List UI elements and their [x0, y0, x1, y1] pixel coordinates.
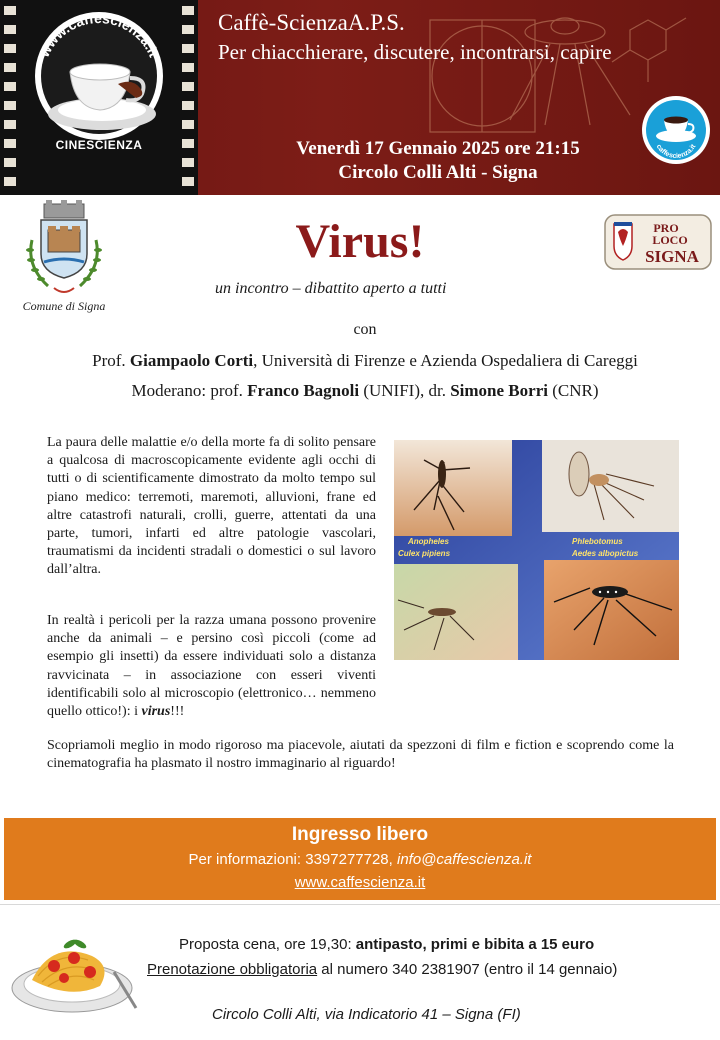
speaker-affiliation: , Università di Firenze e Azienda Ospedaliera di Careggi: [253, 351, 638, 370]
dinner-menu-price: antipasto, primi e bibita a 15 euro: [355, 936, 595, 953]
proloco-signa: SIGNA: [645, 247, 699, 266]
film-sprockets-left: [4, 6, 16, 189]
virus-emphasis: virus: [141, 704, 171, 720]
dinner-offer: [179, 936, 594, 953]
dangers-text: In realtà i pericoli per la razza umana possono provenire anche da animali – e persino così piccoli (come ad esempio gli insetti) da essere individuati solo a distanza ravvicinata – in associazione con esseri viventi identificabili solo al microscopio (elettronico… nemmeno quello ottico!): i: [47, 613, 376, 720]
label-anopheles: Anopheles: [408, 537, 449, 546]
event-subtitle: un incontro – dibattito aperto a tutti: [215, 280, 447, 297]
speaker-line: [0, 351, 720, 371]
caffescienza-round-logo: [642, 96, 710, 164]
event-date: Venerdì 17 Gennaio 2025 ore 21:15: [296, 138, 580, 159]
round-cup-icon: [642, 96, 710, 164]
info-prefix: Per informazioni: 3397277728,: [188, 851, 397, 868]
intro-paragraph: La paura delle malattie e/o della morte fa di solito pensare a qualcosa di macroscopicamente evidente agli occhi di tutti o di scientificamente dimostrato da molto tempo sul piano medico: terremoti, maremoti, alluvioni, frane ed altre catastrofi naturali, crolli, guerre, attentati da una parte, tumori, infarti ed altre patologie vascolari, traumatismi da incidenti stradali o domestici o sul lavoro dall’altra.: [47, 435, 376, 578]
moderator-2-affiliation: (CNR): [547, 381, 599, 400]
film-sprockets-right: [182, 6, 194, 189]
org-title: Caffè-ScienzaA.P.S.: [218, 10, 405, 35]
moderator-1-name: Franco Bagnoli: [247, 381, 360, 400]
divider: [0, 904, 720, 905]
event-title: Virus!: [295, 215, 425, 268]
moderator-1-affiliation: (UNIFI), dr.: [359, 381, 451, 400]
moderators-prefix: Moderano: prof.: [131, 381, 248, 400]
info-line: [4, 851, 716, 868]
proloco-pro: PRO: [653, 221, 679, 235]
spaghetti-plate-icon: [8, 928, 144, 1020]
closing-paragraph: Scopriamoli meglio in modo rigoroso ma piacevole, aiutati da spezzoni di film e fiction e scoprendo come la cinematografia ha plasmato il nostro immaginario al riguardo!: [47, 738, 674, 772]
venue-address: Circolo Colli Alti, via Indicatorio 41 – Signa (FI): [212, 1006, 521, 1023]
svg-text:www.caffescienza.it: [35, 10, 162, 60]
film-logo-text: [22, 6, 176, 156]
header-banner: [0, 0, 720, 195]
reservation-line: [147, 961, 617, 978]
org-tagline: Per chiacchierare, discutere, incontrarsi, capire: [218, 40, 612, 64]
dinner-prefix: Proposta cena, ore 19,30:: [179, 936, 356, 953]
speaker-prefix: Prof.: [92, 351, 130, 370]
proloco-loco: LOCO: [652, 233, 688, 247]
moderator-2-name: Simone Borri: [450, 381, 548, 400]
reservation-phone: al numero 340 2381907 (entro il 14 gennaio): [317, 961, 618, 978]
with-label: con: [353, 321, 377, 338]
film-strip-logo: [0, 0, 198, 195]
free-entry-title: Ingresso libero: [291, 824, 429, 845]
label-aedes-albopictus: Aedes albopictus: [572, 549, 639, 558]
dangers-end: !!!: [170, 704, 185, 720]
info-email-link[interactable]: info@caffescienza.it: [397, 851, 532, 868]
dangers-paragraph: [47, 612, 376, 721]
moderators-line: [0, 381, 720, 401]
cinescienza-caption: CINESCIENZA: [55, 138, 143, 152]
mosquito-photo-collage: [394, 440, 679, 660]
website-link[interactable]: www.caffescienza.it: [294, 874, 426, 891]
event-venue: Circolo Colli Alti - Signa: [338, 162, 538, 183]
reservation-required: Prenotazione obbligatoria: [147, 961, 318, 978]
round-logo-text: caffescienza.it: [654, 143, 698, 161]
label-phlebotomus: Phlebotomus: [572, 537, 623, 546]
comune-name: Comune di Signa: [22, 299, 106, 313]
label-culex-pipiens: Culex pipiens: [398, 549, 451, 558]
free-entry-box: [4, 818, 716, 900]
speaker-name: Giampaolo Corti: [129, 351, 254, 370]
film-logo-url: www.caffescienza.it: [35, 9, 163, 60]
